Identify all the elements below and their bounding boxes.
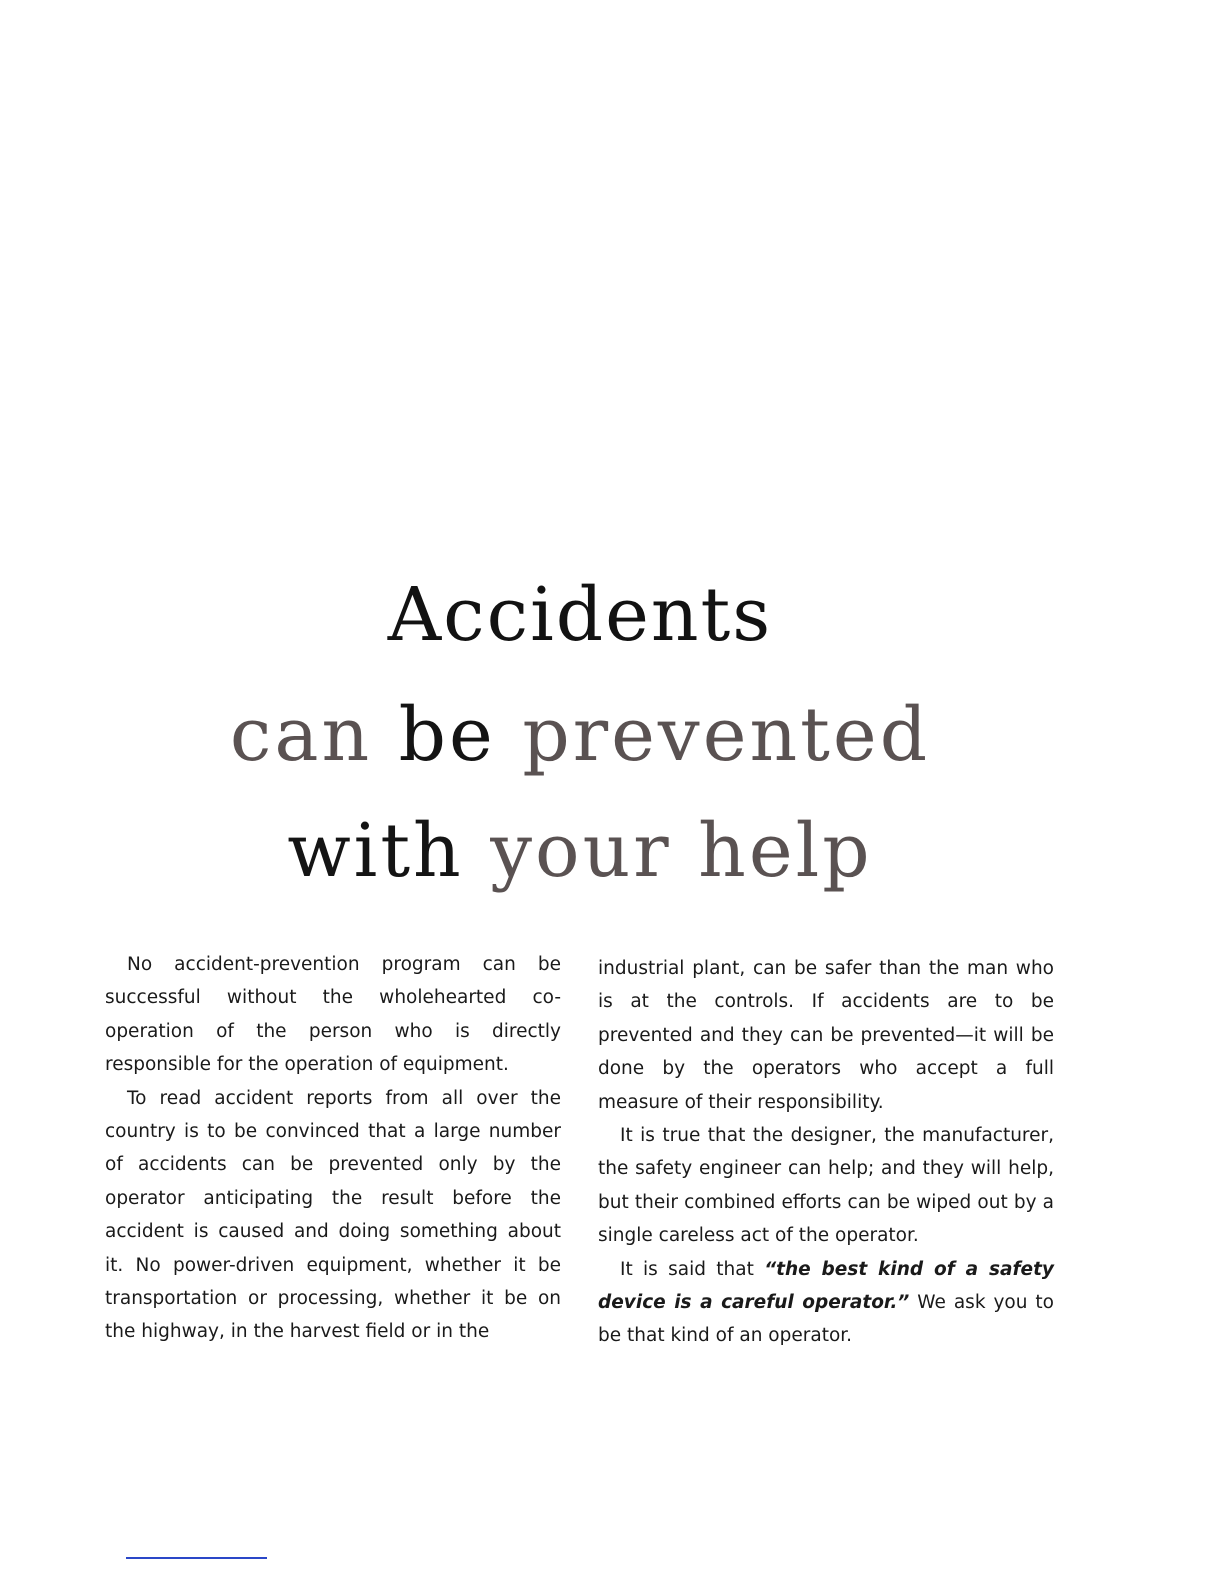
body-column-right — [598, 952, 1054, 1353]
headline-word-your: your — [490, 808, 672, 894]
headline-word-help: help — [698, 808, 873, 894]
body-paragraph-continued: industrial plant, can be safer than the man who is at the controls. If accidents are to be prevented and they can be prevented—it will be done by the operators who accept a full measure of their responsibility. — [598, 958, 1054, 1113]
quote-lead-in: It is said that — [620, 1258, 765, 1280]
headline-line-can-be-prevented — [0, 692, 1160, 778]
body-column-left — [105, 948, 561, 1349]
headline-word-can: can — [229, 692, 373, 778]
quote-follow-up: We ask you to be that kind of an operator. — [598, 1292, 1054, 1347]
body-paragraph: No accident-prevention program can be successful without the wholehearted co-operation of the person who is directly responsible for the operation of equipment. — [105, 954, 561, 1076]
headline-word-with: with — [287, 808, 464, 894]
headline-word-be: be — [398, 692, 496, 778]
headline-line-accidents: Accidents — [387, 572, 773, 658]
body-paragraph: It is true that the designer, the manufacturer, the safety engineer can help; and they will help, but their combined efforts can be wiped out by a single careless act of the operator. — [598, 1125, 1054, 1247]
body-paragraph: To read accident reports from all over the country is to be convinced that a large number of accidents can be prevented only by the operator anticipating the result before the accident is caused and doing something about it. No power-driven equipment, whether it be transportation or processing, whether it be on the highway, in the harvest field or in the — [105, 1087, 561, 1343]
headline-word-prevented: prevented — [522, 692, 931, 778]
safety-quote: “the best kind of a safety device is a careful operator.” — [598, 1258, 1054, 1314]
body-paragraph-quote — [598, 1253, 1054, 1353]
headline-line-with-your-help — [0, 808, 1160, 894]
footnote-rule — [126, 1557, 267, 1559]
